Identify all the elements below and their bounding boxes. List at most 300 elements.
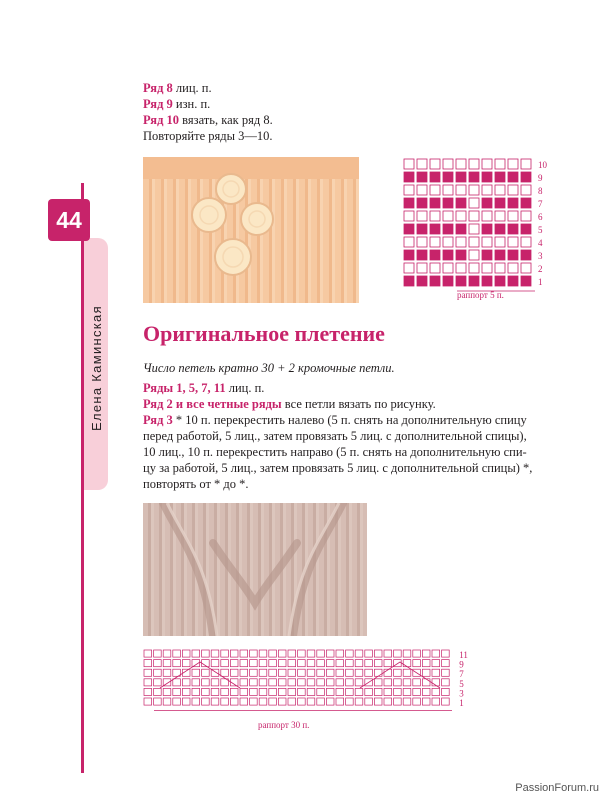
chart-cell (521, 211, 531, 221)
chart-cell (288, 679, 296, 686)
chart-row-label: 3 (459, 688, 464, 699)
chart-cell (456, 198, 466, 208)
chart-cell (456, 172, 466, 182)
row-label: Ряд 8 (143, 81, 173, 95)
chart-cell (346, 688, 354, 695)
chart-cell (442, 669, 450, 676)
chart-row-label: 2 (538, 264, 543, 274)
chart-cell (211, 650, 219, 657)
chart-row-label: 5 (538, 225, 543, 235)
chart-cell (317, 669, 325, 676)
chart-cell (521, 276, 531, 286)
chart-cell (443, 211, 453, 221)
chart-cell (413, 650, 421, 657)
row-text: лиц. п. (225, 381, 265, 395)
chart-cell (430, 250, 440, 260)
row-3-line-4: цу за работой, 5 лиц., затем провязать 5 лиц. с дополнительной спицы) *, (143, 461, 533, 475)
chart-cell (469, 250, 479, 260)
chart-cell (508, 263, 518, 273)
chart-cell (230, 698, 238, 705)
chart-cell (417, 159, 427, 169)
chart-cell (355, 650, 363, 657)
chart-cell (508, 172, 518, 182)
chart-cell (259, 669, 267, 676)
chart-cell (403, 669, 411, 676)
chart-cell (278, 679, 286, 686)
chart-cell (384, 679, 392, 686)
chart-cell (469, 172, 479, 182)
chart-cell (221, 650, 229, 657)
chart-cell (346, 698, 354, 705)
chart-cell (430, 211, 440, 221)
chart-cell (365, 688, 373, 695)
chart-cell (422, 679, 430, 686)
row-text: * 10 п. перекрестить налево (5 п. снять на дополнительную спицу (172, 413, 527, 427)
chart-cell (521, 237, 531, 247)
chart-cell (182, 698, 190, 705)
row-label: Ряды 1, 5, 7, 11 (143, 381, 226, 395)
chart-cell (173, 688, 181, 695)
chart-cell (442, 679, 450, 686)
chart-cell (422, 669, 430, 676)
chart-cell (374, 650, 382, 657)
chart-cell (521, 185, 531, 195)
chart-cell (417, 263, 427, 273)
knit-photo-bobbles (143, 157, 359, 303)
chart-cell (469, 198, 479, 208)
chart-cell (430, 172, 440, 182)
chart-cell (154, 650, 162, 657)
chart-cell (404, 276, 414, 286)
chart-cell (365, 660, 373, 667)
chart-cell (163, 669, 171, 676)
chart-cell (432, 650, 440, 657)
repeat-label-1: раппорт 5 п. (457, 290, 504, 300)
chart-cell (173, 650, 181, 657)
chart-cell (413, 660, 421, 667)
chart-cell (374, 679, 382, 686)
chart-row-label: 3 (538, 251, 543, 261)
chart-cell (508, 224, 518, 234)
chart-cell (298, 698, 306, 705)
chart-cell (443, 159, 453, 169)
chart-cell (259, 650, 267, 657)
chart-row-label: 7 (459, 669, 464, 680)
row-3-line-2: перед работой, 5 лиц., затем провязать 5 лиц. с дополнительной спицы), (143, 429, 527, 443)
chart-cell (230, 688, 238, 695)
chart-cell (469, 185, 479, 195)
chart-cell (482, 198, 492, 208)
chart-cell (240, 688, 248, 695)
chart-cell (443, 263, 453, 273)
chart-cell (202, 688, 210, 695)
chart-cell (404, 237, 414, 247)
chart-cell (144, 698, 152, 705)
chart-row-label: 8 (538, 186, 543, 196)
chart-cell (288, 698, 296, 705)
chart-cell (269, 650, 277, 657)
row-text: все петли вязать по рисунку. (281, 397, 436, 411)
chart-cell (417, 185, 427, 195)
page-number: 44 (48, 199, 90, 241)
chart-cell (430, 198, 440, 208)
chart-cell (430, 185, 440, 195)
chart-cell (384, 650, 392, 657)
chart-cell (336, 669, 344, 676)
chart-cell (307, 688, 315, 695)
chart-cell (288, 650, 296, 657)
chart-cell (211, 698, 219, 705)
chart-cell (495, 211, 505, 221)
chart-cell (326, 660, 334, 667)
chart-cell (326, 679, 334, 686)
chart-row-label: 1 (459, 698, 464, 708)
chart-cell (443, 276, 453, 286)
chart-cell (495, 185, 505, 195)
chart-cell (192, 679, 200, 686)
chart-cell (173, 698, 181, 705)
chart-cell (298, 650, 306, 657)
chart-cell (250, 698, 258, 705)
chart-cell (317, 679, 325, 686)
chart-cell (211, 660, 219, 667)
chart-cell (144, 669, 152, 676)
chart-cell (456, 250, 466, 260)
chart-cell (495, 172, 505, 182)
chart-cell (346, 669, 354, 676)
bobble-illustration (143, 157, 359, 303)
chart-cell (336, 679, 344, 686)
chart-cell (456, 159, 466, 169)
chart-cell (456, 263, 466, 273)
chart-cell (442, 698, 450, 705)
chart-cell (278, 688, 286, 695)
chart-cell (326, 669, 334, 676)
chart-cell (192, 650, 200, 657)
chart-cell (430, 263, 440, 273)
chart-cell (173, 679, 181, 686)
chart-cell (298, 669, 306, 676)
chart-cell (508, 185, 518, 195)
chart-cell (240, 669, 248, 676)
chart-cell (482, 224, 492, 234)
chart-cell (298, 679, 306, 686)
chart-cell (317, 660, 325, 667)
chart-cell (298, 688, 306, 695)
chart-cell (346, 650, 354, 657)
chart-cell (456, 211, 466, 221)
chart-cell (374, 688, 382, 695)
chart-cell (422, 660, 430, 667)
chart-cell (202, 669, 210, 676)
chart-cell (456, 237, 466, 247)
chart-cell (495, 159, 505, 169)
chart-cell (211, 688, 219, 695)
chart-cell (508, 159, 518, 169)
chart-cell (154, 660, 162, 667)
chart-cell (521, 198, 531, 208)
cable-illustration (143, 503, 367, 636)
chart-cell (163, 660, 171, 667)
chart-cell (422, 650, 430, 657)
chart-cell (259, 698, 267, 705)
watermark: PassionForum.ru (515, 782, 599, 794)
chart-cell (443, 198, 453, 208)
chart-cell (269, 669, 277, 676)
chart-cell (482, 250, 492, 260)
chart-cell (278, 669, 286, 676)
chart-cell (317, 698, 325, 705)
chart-cell (240, 650, 248, 657)
chart-cell (182, 650, 190, 657)
chart-cell (192, 698, 200, 705)
chart-cell (346, 679, 354, 686)
chart-cell (163, 698, 171, 705)
chart-cell (240, 698, 248, 705)
row-text: вязать, как ряд 8. (179, 113, 273, 127)
chart-cell (278, 698, 286, 705)
chart-cell (508, 198, 518, 208)
chart-row-label: 11 (459, 650, 468, 660)
chart-cell (307, 660, 315, 667)
chart-cell (259, 688, 267, 695)
chart-cell (250, 650, 258, 657)
chart-cell (404, 211, 414, 221)
chart-cell (432, 698, 440, 705)
chart-cell (456, 185, 466, 195)
chart-cell (250, 669, 258, 676)
chart-cell (355, 679, 363, 686)
chart-cell (394, 669, 402, 676)
chart-cell (326, 698, 334, 705)
chart-cell (336, 688, 344, 695)
chart-cell (417, 224, 427, 234)
chart-cell (192, 669, 200, 676)
row-3-line-3: 10 лиц., 10 п. перекрестить направо (5 п. снять на дополнительную спи- (143, 445, 527, 459)
chart-cable-pattern (140, 648, 480, 733)
chart-cell (495, 237, 505, 247)
chart-cell (278, 650, 286, 657)
chart-cell (317, 688, 325, 695)
chart-cell (482, 211, 492, 221)
chart-cell (144, 650, 152, 657)
chart-cell (326, 688, 334, 695)
chart-cell (230, 669, 238, 676)
chart-cell (430, 237, 440, 247)
chart-row-label: 9 (459, 659, 464, 670)
chart-cell (278, 660, 286, 667)
chart-cell (469, 159, 479, 169)
row-9-line (143, 96, 210, 112)
chart-cell (173, 660, 181, 667)
chart-row-label: 1 (538, 277, 543, 287)
chart-cell (430, 159, 440, 169)
chart-cell (182, 679, 190, 686)
chart-cell (432, 669, 440, 676)
chart-cell (482, 237, 492, 247)
chart-cell (355, 660, 363, 667)
chart-cell (482, 185, 492, 195)
chart-cell (192, 688, 200, 695)
chart-cell (221, 660, 229, 667)
chart-cell (250, 660, 258, 667)
chart-cell (298, 660, 306, 667)
chart-cell (250, 688, 258, 695)
chart-cell (288, 669, 296, 676)
row-text: лиц. п. (172, 81, 212, 95)
chart-cell (404, 198, 414, 208)
chart-cell (374, 660, 382, 667)
chart-cell (269, 688, 277, 695)
chart-cell (144, 688, 152, 695)
chart-cell (508, 250, 518, 260)
chart-cell (394, 679, 402, 686)
chart-cell (417, 172, 427, 182)
chart-cell (521, 263, 531, 273)
row-label: Ряд 2 и все четные ряды (143, 397, 282, 411)
chart-cell (144, 679, 152, 686)
chart-cell (336, 650, 344, 657)
chart-cell (259, 679, 267, 686)
chart-cell (394, 650, 402, 657)
chart-cell (163, 688, 171, 695)
chart-cell (307, 669, 315, 676)
chart-cell (336, 660, 344, 667)
chart-cell (163, 650, 171, 657)
stitch-count: Число петель кратно 30 + 2 кромочные петли. (143, 361, 395, 375)
chart-cell (417, 211, 427, 221)
chart-cell (403, 650, 411, 657)
chart-cell (403, 679, 411, 686)
chart-cell (355, 669, 363, 676)
chart-cell (403, 688, 411, 695)
chart-cell (432, 660, 440, 667)
chart-cell (404, 250, 414, 260)
chart-cell (442, 688, 450, 695)
chart-row-label: 9 (538, 173, 543, 183)
chart-cell (403, 660, 411, 667)
chart-cell (456, 224, 466, 234)
chart-cell (154, 698, 162, 705)
chart-cell (417, 237, 427, 247)
chart-cell (404, 159, 414, 169)
chart-cell (346, 660, 354, 667)
chart-cell (202, 650, 210, 657)
chart-cell (221, 698, 229, 705)
chart-cell (443, 250, 453, 260)
chart-cell (394, 688, 402, 695)
chart-cell (269, 660, 277, 667)
chart-cell (443, 172, 453, 182)
chart-cell (144, 660, 152, 667)
repeat-label-2: раппорт 30 п. (258, 720, 310, 730)
chart-bobble-pattern (400, 155, 560, 305)
author-text: Елена Каминская (89, 305, 104, 431)
chart-cell (508, 211, 518, 221)
row-10-line (143, 112, 273, 128)
chart-row-label: 7 (538, 199, 543, 209)
chart-cell (495, 250, 505, 260)
row-8-line (143, 80, 212, 96)
chart-cell (355, 698, 363, 705)
chart-cell (269, 698, 277, 705)
chart-cell (430, 276, 440, 286)
chart-cell (154, 679, 162, 686)
chart-cell (404, 185, 414, 195)
chart-cell (230, 650, 238, 657)
chart-cell (384, 688, 392, 695)
section-title: Оригинальное плетение (143, 321, 385, 346)
chart-cell (307, 698, 315, 705)
chart-cell (443, 185, 453, 195)
chart-cell (221, 688, 229, 695)
chart-cell (422, 698, 430, 705)
chart-cell (240, 679, 248, 686)
rows-1-5-7-11 (143, 380, 264, 396)
chart-cell (230, 660, 238, 667)
chart-cell (482, 276, 492, 286)
chart-row-label: 5 (459, 678, 464, 689)
chart-cell (374, 669, 382, 676)
chart-cell (495, 276, 505, 286)
chart-cell (482, 263, 492, 273)
chart-cell (469, 263, 479, 273)
chart-cell (221, 669, 229, 676)
chart-cell (417, 276, 427, 286)
chart-cell (288, 660, 296, 667)
chart-cell (182, 660, 190, 667)
chart-cell (495, 224, 505, 234)
chart-cell (307, 679, 315, 686)
chart-cell (495, 263, 505, 273)
chart-cell (307, 650, 315, 657)
chart-cell (365, 669, 373, 676)
chart-cell (404, 224, 414, 234)
chart-cell (288, 688, 296, 695)
chart-cell (469, 224, 479, 234)
chart-cell (469, 211, 479, 221)
chart-row-label: 4 (538, 238, 543, 248)
chart-cell (521, 172, 531, 182)
chart-cell (374, 698, 382, 705)
chart-cell (384, 660, 392, 667)
chart-cell (521, 224, 531, 234)
chart-cell (355, 688, 363, 695)
chart-cell (336, 698, 344, 705)
chart-cell (442, 660, 450, 667)
row-label: Ряд 10 (143, 113, 180, 127)
chart-cell (202, 698, 210, 705)
chart-cell (432, 688, 440, 695)
chart-cell (521, 250, 531, 260)
chart-cell (240, 660, 248, 667)
chart-cell (430, 224, 440, 234)
chart-cell (422, 688, 430, 695)
chart-cell (326, 650, 334, 657)
chart-cell (384, 698, 392, 705)
chart-cell (469, 237, 479, 247)
chart-cell (495, 198, 505, 208)
chart-cell (317, 650, 325, 657)
row-3-line-5: повторять от * до *. (143, 477, 249, 491)
repeat-note: Повторяйте ряды 3—10. (143, 129, 273, 143)
chart-cell (202, 679, 210, 686)
chart-cell (508, 276, 518, 286)
chart-cell (417, 250, 427, 260)
author-name (64, 296, 124, 431)
chart-cell (365, 698, 373, 705)
chart-cell (404, 263, 414, 273)
